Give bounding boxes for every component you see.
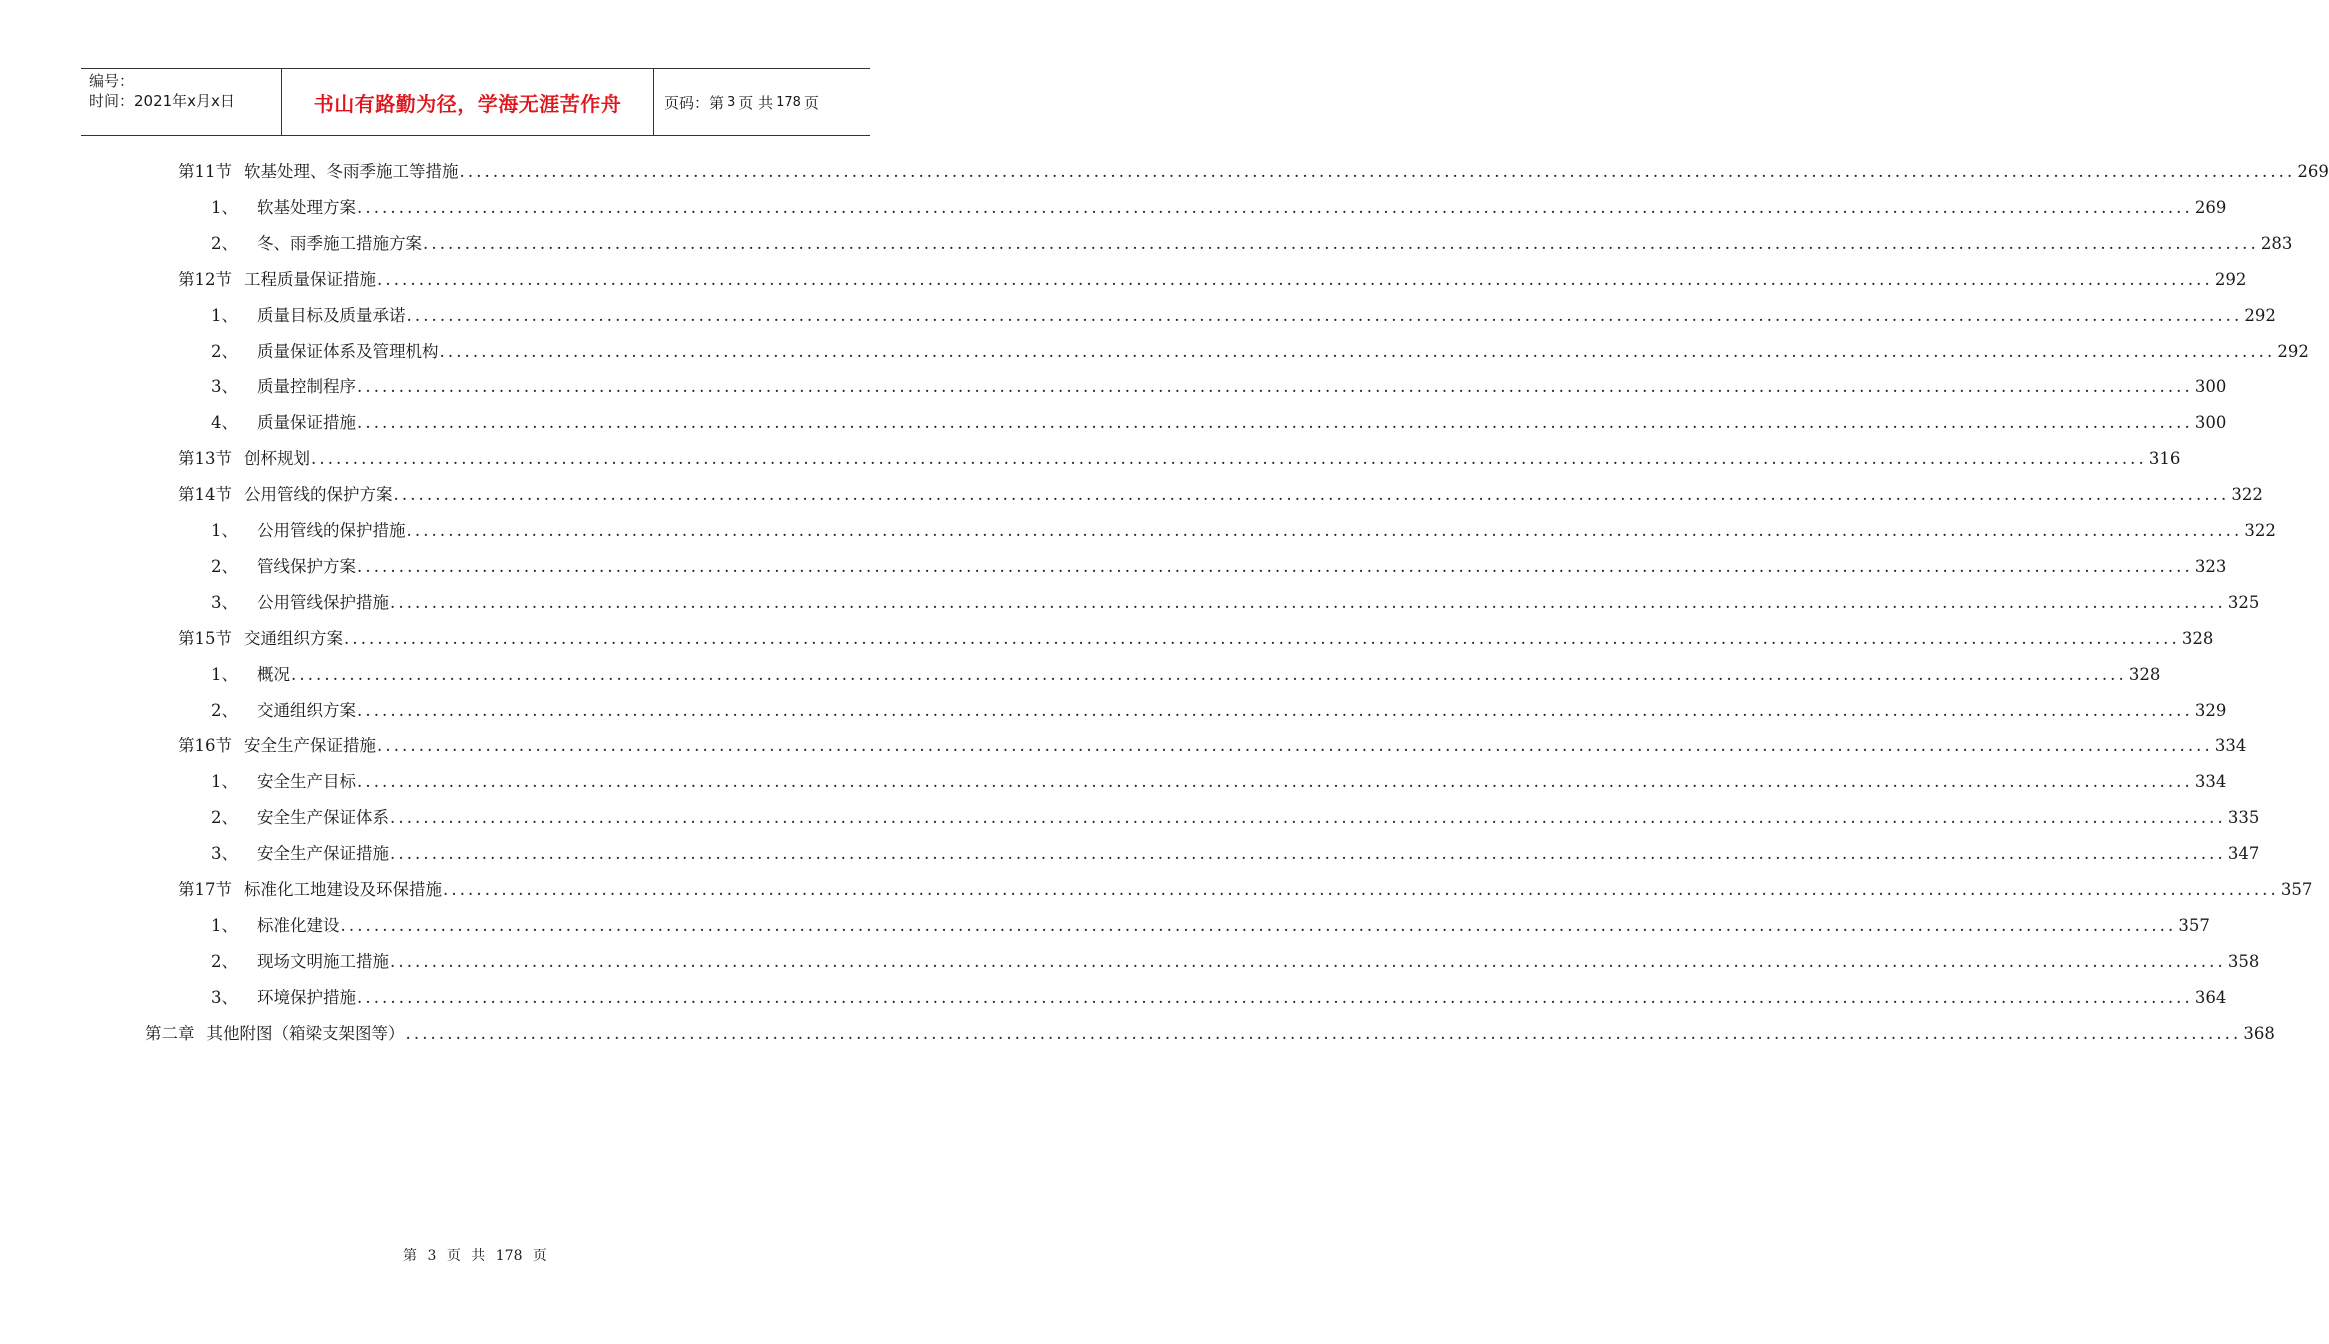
toc-entry-page: 357 (2280, 880, 2313, 899)
toc-leader-dots: ............................................................................................................................................................................................................................ (357, 377, 2193, 397)
toc-entry-page: 328 (2181, 628, 2214, 648)
toc-entry[interactable] (178, 268, 2247, 292)
toc-entry[interactable] (211, 232, 2293, 256)
toc-entry-number: 1、 (211, 664, 238, 684)
toc-entry[interactable] (211, 986, 2227, 1010)
toc-leader-dots: ............................................................................................................................................................................................................................ (340, 915, 2177, 935)
toc-entry-title: 现场文明施工措施 (257, 951, 389, 971)
toc-entry-title: 安全生产保证体系 (257, 808, 389, 828)
toc-entry-number: 2、 (211, 341, 238, 361)
toc-entry[interactable] (211, 340, 2309, 364)
toc-entry[interactable] (211, 806, 2260, 830)
toc-entry-page: 325 (2227, 592, 2260, 612)
page-current: 3 (727, 94, 736, 110)
toc-entry-title: 工程质量保证措施 (244, 269, 376, 289)
toc-entry-title: 质量控制程序 (257, 377, 356, 397)
toc-leader-dots: ............................................................................................................................................................................................................................ (406, 305, 2243, 325)
toc-entry-title: 标准化工地建设及环保措施 (244, 880, 442, 899)
toc-entry[interactable] (178, 734, 2247, 758)
toc-entry-number: 2、 (211, 556, 238, 576)
toc-leader-dots: ............................................................................................................................................................................................................................ (377, 736, 2213, 756)
toc-entry-number: 1、 (211, 521, 238, 540)
header-meta (81, 69, 282, 135)
toc-entry-title: 其他附图（箱梁支架图等） (206, 1023, 405, 1043)
toc-entry-page: 300 (2194, 413, 2227, 433)
toc-entry-number: 第16节 (178, 736, 232, 756)
toc-entry-page: 335 (2227, 808, 2260, 828)
page-label-prefix: 页码：第 (664, 93, 725, 112)
toc-leader-dots: ............................................................................................................................................................................................................................ (377, 269, 2213, 289)
toc-entry-number: 第14节 (178, 485, 232, 505)
toc-entry-title: 安全生产保证措施 (257, 844, 389, 864)
toc-entry-page: 334 (2214, 736, 2247, 756)
toc-leader-dots: ............................................................................................................................................................................................................................ (423, 233, 2259, 253)
toc-entry-title: 公用管线的保护方案 (244, 485, 393, 505)
toc-entry-title: 公用管线保护措施 (257, 592, 389, 612)
toc-leader-dots: ............................................................................................................................................................................................................................ (393, 485, 2230, 505)
toc-leader-dots: ............................................................................................................................................................................................................................ (357, 772, 2193, 792)
page-header (81, 68, 870, 136)
toc-entry[interactable] (211, 375, 2227, 399)
toc-entry[interactable] (178, 160, 2329, 184)
toc-leader-dots: ............................................................................................................................................................................................................................ (344, 628, 2180, 648)
toc-entry-page: 322 (2244, 521, 2276, 540)
toc-entry-page: 283 (2260, 233, 2293, 253)
toc-entry-number: 1、 (211, 305, 238, 325)
toc-entry-number: 第13节 (178, 449, 232, 469)
toc-entry-number: 2、 (211, 233, 238, 253)
toc-entry-title: 质量保证体系及管理机构 (257, 341, 439, 361)
toc-entry-number: 4、 (211, 413, 238, 433)
toc-entry-page: 358 (2227, 951, 2260, 971)
toc-leader-dots: ............................................................................................................................................................................................................................ (357, 987, 2193, 1007)
toc-entry-page: 269 (2297, 162, 2329, 181)
toc-entry-title: 软基处理方案 (257, 197, 356, 217)
page-footer: 第 3 页 共 178 页 (403, 1248, 547, 1264)
toc-entry-title: 创杯规划 (244, 449, 310, 469)
toc-entry-page: 364 (2194, 987, 2227, 1007)
toc-entry[interactable] (211, 950, 2260, 974)
toc-entry-page: 347 (2227, 844, 2260, 864)
toc-entry-number: 1、 (211, 772, 238, 792)
toc-leader-dots: ............................................................................................................................................................................................................................ (390, 844, 2226, 864)
toc-entry-number: 3、 (211, 592, 238, 612)
toc-entry-page: 334 (2194, 772, 2227, 792)
toc-entry-title: 标准化建设 (257, 915, 340, 935)
toc-leader-dots: ............................................................................................................................................................................................................................ (291, 664, 2127, 684)
toc-entry-page: 292 (2277, 341, 2309, 361)
toc-entry[interactable] (211, 555, 2227, 579)
toc-entry-page: 323 (2194, 556, 2227, 576)
toc-entry-page: 300 (2194, 377, 2227, 397)
toc-entry[interactable] (211, 842, 2260, 866)
toc-leader-dots: ............................................................................................................................................................................................................................ (357, 197, 2193, 217)
toc-entry-number: 第17节 (178, 880, 232, 899)
toc-entry-page: 322 (2231, 485, 2263, 505)
toc-entry[interactable] (145, 1022, 2275, 1046)
toc-entry-title: 交通组织方案 (244, 628, 343, 648)
toc-entry-page: 269 (2194, 197, 2227, 217)
toc-entry-number: 3、 (211, 987, 238, 1007)
toc-entry[interactable] (211, 770, 2227, 794)
header-page-info (654, 69, 870, 135)
toc-entry[interactable] (211, 663, 2161, 687)
toc-entry-number: 2、 (211, 951, 238, 971)
toc-entry-page: 328 (2128, 664, 2161, 684)
toc-entry-title: 质量保证措施 (257, 413, 356, 433)
toc-entry-page: 357 (2178, 915, 2210, 935)
toc-entry-number: 2、 (211, 700, 238, 720)
toc-leader-dots: ............................................................................................................................................................................................................................ (406, 521, 2243, 540)
toc-entry[interactable] (211, 196, 2227, 220)
toc-entry[interactable] (178, 627, 2214, 651)
toc-entry[interactable] (178, 447, 2181, 471)
toc-leader-dots: ............................................................................................................................................................................................................................ (357, 700, 2193, 720)
toc-entry-title: 安全生产保证措施 (244, 736, 376, 756)
toc-entry[interactable] (211, 591, 2260, 615)
page-label-suffix: 页 (803, 93, 819, 112)
toc-entry-number: 第11节 (178, 162, 232, 181)
toc-leader-dots: ............................................................................................................................................................................................................................ (390, 592, 2226, 612)
toc-entry[interactable] (211, 699, 2227, 723)
toc-entry[interactable] (211, 411, 2227, 435)
toc-entry-page: 368 (2243, 1023, 2275, 1043)
toc-leader-dots: ............................................................................................................................................................................................................................ (357, 556, 2193, 576)
toc-entry-page: 292 (2214, 269, 2247, 289)
toc-entry-title: 质量目标及质量承诺 (257, 305, 406, 325)
toc-entry[interactable] (178, 878, 2313, 902)
page-label-mid: 页 共 (738, 93, 774, 112)
toc-entry-title: 公用管线的保护措施 (257, 521, 406, 540)
toc-entry-number: 1、 (211, 197, 238, 217)
toc-leader-dots: ............................................................................................................................................................................................................................ (443, 880, 2279, 899)
toc-leader-dots: ............................................................................................................................................................................................................................ (459, 162, 2296, 181)
toc-entry[interactable] (211, 914, 2210, 938)
page-total: 178 (776, 94, 801, 110)
toc-entry[interactable] (211, 519, 2276, 543)
toc-entry-number: 3、 (211, 844, 238, 864)
toc-entry-title: 冬、雨季施工措施方案 (257, 233, 422, 253)
toc-entry-title: 交通组织方案 (257, 700, 356, 720)
toc-entry-number: 1、 (211, 915, 238, 935)
toc-entry-number: 第12节 (178, 269, 232, 289)
toc-entry-page: 316 (2148, 449, 2181, 469)
toc-entry-title: 概况 (257, 664, 290, 684)
toc-leader-dots: ............................................................................................................................................................................................................................ (311, 449, 2147, 469)
toc-entry[interactable] (211, 304, 2276, 328)
date-label: 时间：2021年x月x日 (89, 92, 235, 110)
toc-entry-title: 管线保护方案 (257, 556, 356, 576)
toc-entry-number: 3、 (211, 377, 238, 397)
toc-entry-page: 292 (2244, 305, 2276, 325)
serial-label: 编号： (89, 72, 135, 90)
toc-entry-page: 329 (2194, 700, 2227, 720)
toc-entry[interactable] (178, 483, 2263, 507)
toc-entry-number: 第15节 (178, 628, 232, 648)
toc-entry-number: 第二章 (145, 1023, 195, 1043)
toc-leader-dots: ............................................................................................................................................................................................................................ (405, 1023, 2242, 1043)
toc-leader-dots: ............................................................................................................................................................................................................................ (357, 413, 2193, 433)
toc-entry-title: 软基处理、冬雨季施工等措施 (244, 162, 459, 181)
toc-leader-dots: ............................................................................................................................................................................................................................ (390, 951, 2226, 971)
toc-leader-dots: ............................................................................................................................................................................................................................ (439, 341, 2276, 361)
toc-entry-number: 2、 (211, 808, 238, 828)
toc-entry-title: 安全生产目标 (257, 772, 356, 792)
toc-leader-dots: ............................................................................................................................................................................................................................ (390, 808, 2226, 828)
header-motto: 书山有路勤为径，学海无涯苦作舟 (282, 69, 654, 135)
toc-entry-title: 环境保护措施 (257, 987, 356, 1007)
